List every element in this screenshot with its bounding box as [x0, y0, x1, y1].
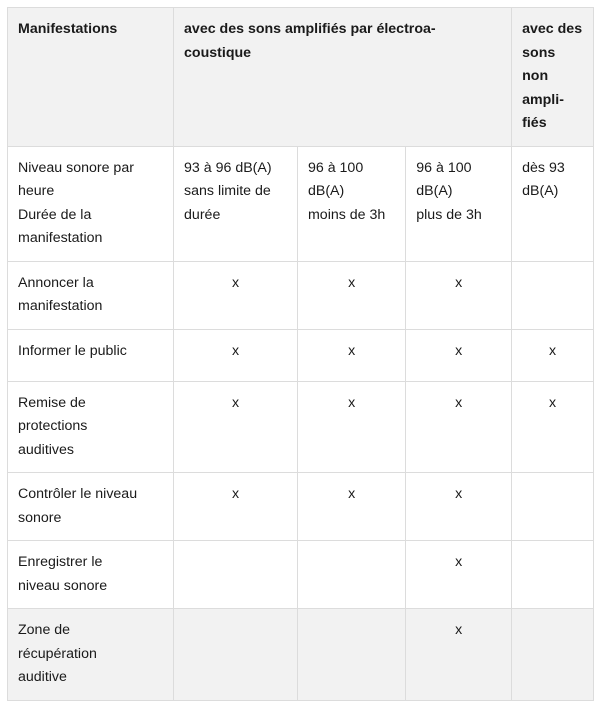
row-label-line: Contrôler le niveau — [18, 486, 138, 502]
row-mark: x — [406, 541, 512, 609]
table-header-row — [8, 8, 594, 147]
row-mark — [174, 541, 298, 609]
row-mark: x — [297, 261, 405, 329]
row-mark: x — [512, 329, 594, 381]
levels-line: durée — [184, 206, 221, 223]
row-mark: x — [512, 381, 594, 473]
levels-line: dB(A) — [416, 183, 453, 199]
levels-line: 93 à 96 dB(A) — [184, 159, 272, 176]
levels-line: dès 93 — [522, 159, 565, 176]
levels-label-line: heure — [18, 183, 55, 199]
levels-line: 96 à 100 — [307, 159, 364, 176]
row-label-line: niveau sonore — [18, 577, 108, 594]
header-non-amplified-line: ampli- — [522, 91, 564, 108]
regulation-table — [7, 7, 594, 701]
table-row-protections — [8, 381, 594, 473]
row-label-line: Annoncer la — [18, 274, 94, 291]
header-non-amplified-line: sons non — [522, 44, 556, 84]
row-label-line: Zone de — [18, 622, 71, 638]
levels-line: dB(A) — [522, 183, 559, 199]
levels-line: moins de 3h — [307, 206, 386, 223]
row-mark: x — [174, 329, 298, 381]
row-mark — [512, 541, 594, 609]
row-mark — [512, 609, 594, 701]
row-label — [8, 609, 174, 701]
row-mark: x — [406, 473, 512, 541]
row-mark — [512, 473, 594, 541]
row-mark: x — [406, 329, 512, 381]
row-label-line: auditive — [18, 669, 67, 685]
row-mark: x — [297, 381, 405, 473]
row-label-line: sonore — [18, 509, 62, 526]
header-amplified: avec des sons amplifiés par électroa-coustique — [174, 8, 512, 147]
row-label-line: Enregistrer le — [18, 554, 103, 570]
row-label — [8, 261, 174, 329]
table-row-control-level — [8, 473, 594, 541]
levels-line: 96 à 100 — [416, 159, 472, 176]
row-label-line: protections — [18, 418, 88, 434]
row-mark: x — [174, 261, 298, 329]
row-mark — [174, 609, 298, 701]
row-mark: x — [174, 381, 298, 473]
levels-cell-96-100-over-3h — [406, 146, 512, 261]
row-label — [8, 381, 174, 473]
row-mark: x — [174, 473, 298, 541]
levels-cell-96-100-under-3h — [297, 146, 405, 261]
row-mark — [297, 541, 405, 609]
table-row-record-level — [8, 541, 594, 609]
levels-cell-from-93 — [512, 146, 594, 261]
table-row-inform — [8, 329, 594, 381]
row-label-line: récupération — [18, 645, 97, 662]
table-row-levels — [8, 146, 594, 261]
levels-label-line: manifestation — [18, 230, 103, 246]
header-non-amplified — [512, 8, 594, 147]
row-label-line: auditives — [18, 441, 74, 458]
header-non-amplified-line: fiés — [522, 115, 547, 131]
header-manifestations: Manifestations — [8, 8, 174, 147]
table-row-recovery-zone — [8, 609, 594, 701]
levels-line: sans limite de — [184, 183, 271, 199]
row-mark: x — [297, 473, 405, 541]
levels-label-line: Durée de la — [18, 206, 92, 223]
row-mark: x — [406, 609, 512, 701]
regulation-table-container — [7, 7, 594, 701]
levels-label-cell — [8, 146, 174, 261]
levels-label-line: Niveau sonore par — [18, 159, 134, 176]
row-mark: x — [406, 381, 512, 473]
table-row-announce — [8, 261, 594, 329]
levels-line: dB(A) — [307, 183, 345, 199]
row-label-line: Informer le public — [18, 342, 127, 359]
levels-line: plus de 3h — [416, 206, 482, 223]
row-label — [8, 541, 174, 609]
row-label — [8, 329, 174, 381]
row-label-line: manifestation — [18, 298, 103, 314]
row-mark — [297, 609, 405, 701]
row-mark: x — [406, 261, 512, 329]
row-label — [8, 473, 174, 541]
header-non-amplified-line: avec des — [522, 21, 583, 37]
row-label-line: Remise de — [18, 394, 86, 411]
levels-cell-93-96 — [174, 146, 298, 261]
row-mark: x — [297, 329, 405, 381]
row-mark — [512, 261, 594, 329]
